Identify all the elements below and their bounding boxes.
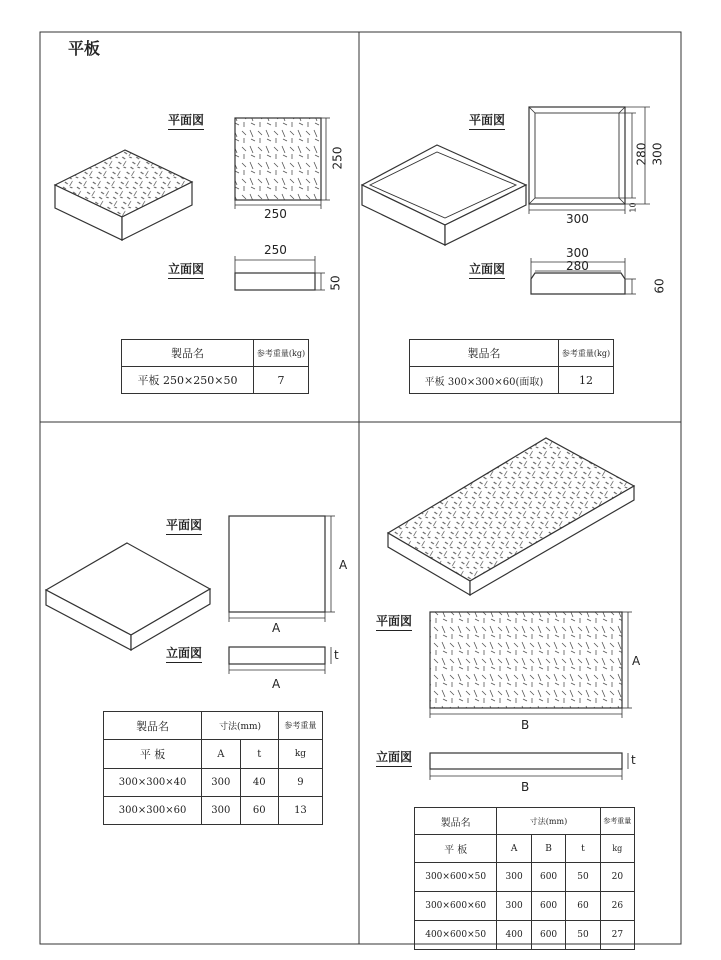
q4-row-b: 600: [531, 921, 565, 950]
q4-elevation-view: [430, 753, 622, 769]
q1-plan-view: [235, 118, 321, 200]
q2-elev-thickness: 60: [652, 278, 667, 294]
q3-row-name: 300×300×60: [104, 797, 202, 825]
q1-header-weight: 参考重量(kg): [254, 340, 309, 367]
q2-elev-width-inner: 280: [566, 259, 589, 273]
q2-iso-view: [362, 145, 526, 245]
q3-header-name: 製品名: [104, 712, 202, 740]
q1-iso-view: [55, 150, 192, 240]
q1-row-name: 平板 250×250×50: [122, 367, 254, 394]
q3-row-name: 300×300×40: [104, 769, 202, 797]
q4-row-weight: 27: [600, 921, 634, 950]
q3-sub-a: A: [202, 740, 240, 769]
q4-elev-width: B: [521, 780, 530, 794]
q4-row-b: 600: [531, 892, 565, 921]
q3-elevation-view: [229, 647, 325, 664]
q2-elevation-view: [531, 273, 625, 294]
q3-sub-unit: kg: [278, 740, 322, 769]
q3-header-dim: 寸法(mm): [202, 712, 279, 740]
q4-row-weight: 20: [600, 863, 634, 892]
q4-row-b: 600: [531, 863, 565, 892]
q4-row-a: 300: [497, 863, 531, 892]
q3-elev-thickness: t: [334, 648, 339, 662]
q2-chamfer: 10: [628, 202, 638, 213]
q1-elevation-view: [235, 273, 315, 290]
q4-plan-label: 平面図: [376, 612, 412, 631]
q4-iso-view: [388, 438, 634, 595]
q4-sub-name: 平 板: [415, 835, 497, 863]
q3-sub-t: t: [240, 740, 278, 769]
q2-plan-label: 平面図: [469, 111, 505, 130]
q1-elev-width: 250: [264, 243, 287, 257]
q4-row-t: 60: [566, 892, 600, 921]
q1-elev-thickness: 50: [328, 275, 343, 291]
q2-plan-width: 300: [566, 212, 589, 226]
q3-plan-height: A: [339, 558, 348, 572]
q2-header-name: 製品名: [410, 340, 559, 367]
q4-row-a: 400: [497, 921, 531, 950]
q3-row-a: 300: [202, 769, 240, 797]
q3-row-weight: 9: [278, 769, 322, 797]
q3-spec-table: [103, 711, 323, 825]
q1-row-weight: 7: [254, 367, 309, 394]
q4-sub-b: B: [531, 835, 565, 863]
q4-sub-t: t: [566, 835, 600, 863]
q4-elevation-label: 立面図: [376, 748, 412, 767]
q3-plan-view: [229, 516, 325, 612]
q4-sub-a: A: [497, 835, 531, 863]
q4-header-dim: 寸法(mm): [497, 808, 600, 835]
q3-elevation-label: 立面図: [166, 644, 202, 663]
q4-spec-table: [414, 807, 635, 950]
q4-elev-thickness: t: [631, 753, 636, 767]
q1-plan-height: 250: [330, 146, 345, 170]
q3-row-t: 60: [240, 797, 278, 825]
q3-sub-name: 平 板: [104, 740, 202, 769]
q3-row-t: 40: [240, 769, 278, 797]
q4-row-name: 300×600×60: [415, 892, 497, 921]
q4-row-weight: 26: [600, 892, 634, 921]
q4-header-name: 製品名: [415, 808, 497, 835]
q4-row-t: 50: [566, 921, 600, 950]
q2-elev-width-outer: 300: [566, 246, 589, 260]
q4-plan-width: B: [521, 718, 530, 732]
q4-plan-view: [430, 612, 622, 708]
q3-row-a: 300: [202, 797, 240, 825]
q1-elevation-label: 立面図: [168, 260, 204, 279]
q3-plan-label: 平面図: [166, 516, 202, 535]
q1-plan-width: 250: [264, 207, 287, 221]
q4-plan-height: A: [632, 654, 641, 668]
q3-header-weight: 参考重量: [278, 712, 322, 740]
q3-iso-view: [46, 543, 210, 650]
q4-row-t: 50: [566, 863, 600, 892]
q3-elev-width: A: [272, 677, 281, 691]
q4-row-a: 300: [497, 892, 531, 921]
q4-sub-unit: kg: [600, 835, 634, 863]
q4-header-weight: 参考重量: [600, 808, 634, 835]
q3-plan-width: A: [272, 621, 281, 635]
page-title: 平板: [68, 39, 101, 58]
q3-row-weight: 13: [278, 797, 322, 825]
q4-row-name: 300×600×50: [415, 863, 497, 892]
q2-spec-table: [409, 339, 614, 394]
q1-spec-table: [121, 339, 309, 394]
q2-row-name: 平板 300×300×60(面取): [410, 367, 559, 394]
q4-row-name: 400×600×50: [415, 921, 497, 950]
q2-row-weight: 12: [559, 367, 614, 394]
q1-plan-label: 平面図: [168, 111, 204, 130]
q2-plan-view: [529, 107, 625, 204]
q2-plan-height-outer: 300: [650, 142, 665, 166]
q1-header-name: 製品名: [122, 340, 254, 367]
q2-header-weight: 参考重量(kg): [559, 340, 614, 367]
q2-plan-height-inner: 280: [634, 142, 649, 166]
q2-elevation-label: 立面図: [469, 260, 505, 279]
